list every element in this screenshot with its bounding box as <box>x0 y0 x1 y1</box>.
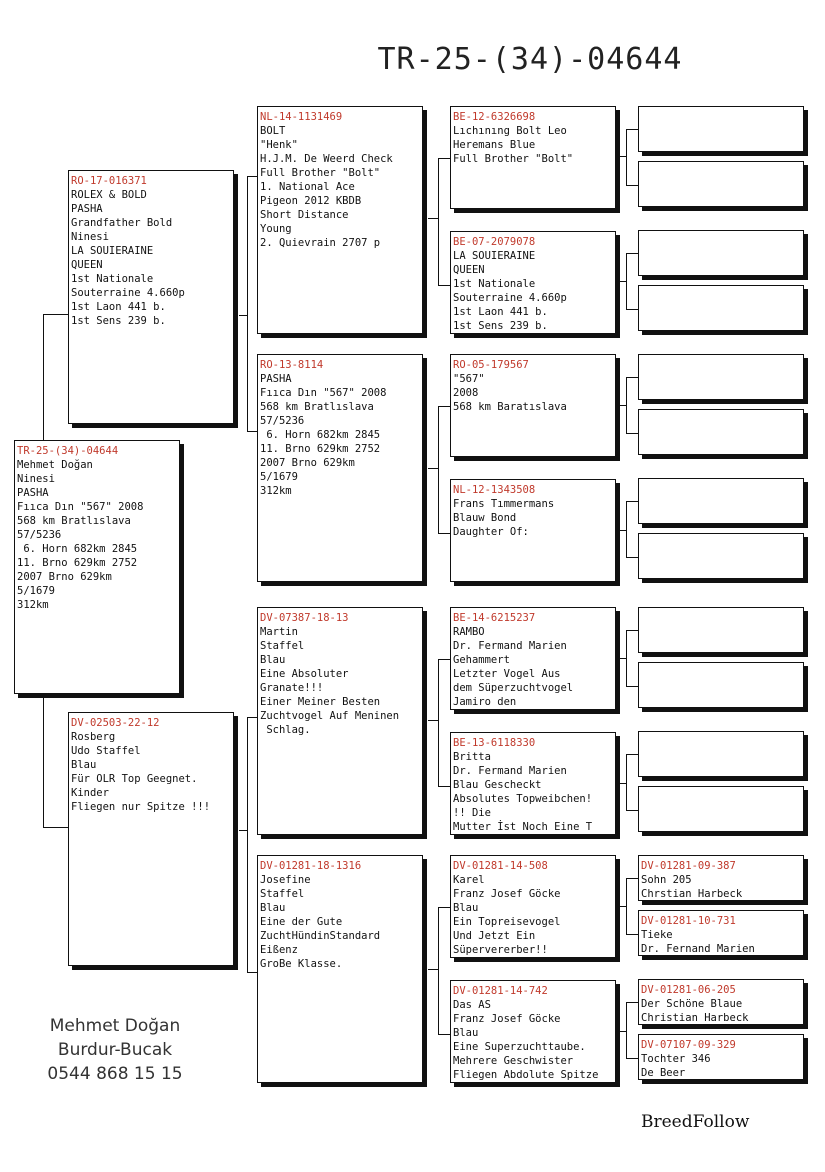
pigeon-info-line: 6. Horn 682km 2845 <box>17 543 138 555</box>
pedigree-connector <box>43 827 68 828</box>
ring-number: DV-01281-14-508 <box>453 860 548 872</box>
pigeon-info-line: Tieke <box>641 929 673 941</box>
pedigree-connector <box>626 129 639 186</box>
pigeon-card-sss[interactable] <box>450 106 616 209</box>
pigeon-info-line: Tochter 346 <box>641 1053 711 1065</box>
pigeon-info-line: Ninesi <box>17 473 55 485</box>
pigeon-info-line: 57/5236 <box>17 529 62 541</box>
ring-number: DV-07387-18-13 <box>260 612 349 624</box>
pedigree-connector <box>239 315 247 316</box>
pigeon-info-line: QUEEN <box>71 259 103 271</box>
pigeon-info-line: 568 km Bratlıslava <box>17 515 131 527</box>
pigeon-info-line: Mehrere Geschwister <box>453 1055 574 1067</box>
pigeon-info-line: Staffel <box>260 888 305 900</box>
pigeon-card-empty[interactable] <box>638 409 804 455</box>
pigeon-card-ssd[interactable] <box>450 231 616 334</box>
pigeon-info-line: Dr. Fermand Marien <box>453 640 567 652</box>
pigeon-info-line: LA SOUIERAINE <box>71 245 154 257</box>
pigeon-card-ddsd[interactable] <box>638 910 804 956</box>
pigeon-info-line: 2007 Brno 629km <box>17 571 112 583</box>
pigeon-info-line: Short Distance <box>260 209 349 221</box>
pigeon-card-dam-dam[interactable] <box>257 855 423 1083</box>
pigeon-card-dam-sire[interactable] <box>257 607 423 835</box>
pigeon-info-line: BOLT <box>260 125 286 137</box>
pigeon-info-line: 2007 Brno 629km <box>260 457 355 469</box>
pedigree-connector <box>626 377 639 434</box>
pigeon-info-line: Blau Gescheckt <box>453 779 542 791</box>
pigeon-info-line: 1st Nationale <box>71 273 154 285</box>
pedigree-connector <box>43 695 44 827</box>
ring-number: BE-07-2079078 <box>453 236 536 248</box>
pigeon-info-line: Fııca Dın "567" 2008 <box>260 387 387 399</box>
pigeon-info-line: Fııca Dın "567" 2008 <box>17 501 144 513</box>
owner-name: Mehmet Doğan <box>49 1016 181 1036</box>
pigeon-info-line: Martin <box>260 626 298 638</box>
pigeon-info-line: "Henk" <box>260 139 298 151</box>
pigeon-info-line: RAMBO <box>453 626 485 638</box>
pigeon-info-line: Mehmet Doğan <box>17 459 93 471</box>
pigeon-info-line: Heremans Blue <box>453 139 536 151</box>
pedigree-connector <box>626 501 639 558</box>
pigeon-info-line: dem Süperzuchtvogel <box>453 682 574 694</box>
pigeon-info-line: 2008 <box>453 387 479 399</box>
pigeon-info-line: Blau <box>260 902 286 914</box>
pigeon-info-line: Blau <box>453 1027 479 1039</box>
pigeon-card-dds[interactable] <box>450 855 616 958</box>
pigeon-info-line: Souterraine 4.660p <box>71 287 185 299</box>
pedigree-connector <box>626 1002 639 1059</box>
pigeon-info-line: Full Brother "Bolt" <box>453 153 574 165</box>
pedigree-connector <box>43 314 44 440</box>
ring-number: NL-12-1343508 <box>453 484 536 496</box>
pigeon-info-line: Udo Staffel <box>71 745 141 757</box>
pigeon-card-sds[interactable] <box>450 354 616 457</box>
pigeon-info-line: Ninesi <box>71 231 109 243</box>
pigeon-card-empty[interactable] <box>638 731 804 777</box>
pigeon-card-empty[interactable] <box>638 786 804 832</box>
pigeon-card-dss[interactable] <box>450 607 616 710</box>
pigeon-info-line: Blauw Bond <box>453 512 517 524</box>
pigeon-info-line: !! Die <box>453 807 491 819</box>
pigeon-card-empty[interactable] <box>638 607 804 653</box>
pigeon-info-line: PASHA <box>71 203 103 215</box>
pigeon-info-line: Fliegen nur Spitze !!! <box>71 801 211 813</box>
pigeon-info-line: 1. National Ace <box>260 181 355 193</box>
pigeon-info-line: Eißenz <box>260 944 298 956</box>
pigeon-info-line: GroBe Klasse. <box>260 958 343 970</box>
pigeon-info-line: Young <box>260 223 292 235</box>
pigeon-info-line: Franz Josef Göcke <box>453 888 561 900</box>
pedigree-connector <box>438 406 451 534</box>
pigeon-info-line: 1st Laon 441 b. <box>71 301 166 313</box>
ring-number: RO-17-016371 <box>71 175 147 187</box>
pigeon-card-ddds[interactable] <box>638 979 804 1025</box>
pigeon-info-line: QUEEN <box>453 264 485 276</box>
pigeon-info-line: Lıchınıng Bolt Leo <box>453 125 567 137</box>
pigeon-info-line: Für OLR Top Geegnet. <box>71 773 198 785</box>
pigeon-info-line: 1st Sens 239 b. <box>453 320 548 332</box>
ring-number: NL-14-1131469 <box>260 111 343 123</box>
pigeon-info-line: 6. Horn 682km 2845 <box>260 429 381 441</box>
pigeon-card-empty[interactable] <box>638 230 804 276</box>
pigeon-info-line: LA SOUIERAINE <box>453 250 536 262</box>
pigeon-info-line: "567" <box>453 373 485 385</box>
pigeon-info-line: Franz Josef Göcke <box>453 1013 561 1025</box>
pedigree-connector <box>239 830 247 831</box>
pigeon-info-line: Schlag. <box>260 724 311 736</box>
pigeon-card-sire-dam[interactable] <box>257 354 423 582</box>
pigeon-info-line: ZuchtHündinStandard <box>260 930 381 942</box>
pigeon-card-sire[interactable] <box>68 170 234 424</box>
pigeon-info-line: Süpervererber!! <box>453 944 548 956</box>
pedigree-connector <box>438 659 451 787</box>
pigeon-info-line: Britta <box>453 751 491 763</box>
pigeon-card-empty[interactable] <box>638 662 804 708</box>
pigeon-card-dam[interactable] <box>68 712 234 966</box>
pigeon-info-line: Eine Absoluter <box>260 668 349 680</box>
pigeon-info-line: 312km <box>17 599 49 611</box>
pigeon-info-line: Granate!!! <box>260 682 324 694</box>
pigeon-card-sdd[interactable] <box>450 479 616 582</box>
pigeon-info-line: Staffel <box>260 640 305 652</box>
pigeon-info-line: Dr. Fermand Marien <box>453 765 567 777</box>
owner-location: Burdur-Bucak <box>57 1040 173 1060</box>
pigeon-card-dddd[interactable] <box>638 1034 804 1080</box>
pigeon-card-empty[interactable] <box>638 106 804 152</box>
pigeon-info-line: Eine der Gute <box>260 916 343 928</box>
pigeon-info-line: Blau <box>71 759 97 771</box>
pigeon-info-line: Dr. Fernand Marien <box>641 943 755 955</box>
pedigree-connector <box>428 969 438 970</box>
pedigree-connector <box>428 218 438 219</box>
pedigree-connector <box>428 468 438 469</box>
ring-number: RO-13-8114 <box>260 359 324 371</box>
pedigree-connector <box>438 158 451 286</box>
pedigree-connector <box>626 878 639 935</box>
pigeon-info-line: Blau <box>453 902 479 914</box>
pigeon-info-line: Josefine <box>260 874 311 886</box>
pigeon-info-line: Das AS <box>453 999 491 1011</box>
pigeon-info-line: De Beer <box>641 1067 686 1079</box>
pigeon-info-line: 2. Quievrain 2707 p <box>260 237 381 249</box>
ring-number: RO-05-179567 <box>453 359 529 371</box>
owner-info <box>40 1014 190 1086</box>
pedigree-connector <box>626 630 639 687</box>
ring-number: BE-12-6326698 <box>453 111 536 123</box>
ring-number: DV-01281-18-1316 <box>260 860 362 872</box>
pigeon-info-line: Fliegen Abdolute Spitze <box>453 1069 599 1081</box>
pedigree-connector <box>247 717 258 973</box>
ring-number: DV-07107-09-329 <box>641 1039 736 1051</box>
pigeon-info-line: Kinder <box>71 787 109 799</box>
pedigree-connector <box>438 907 451 1035</box>
pigeon-info-line: Mutter İst Noch Eine T <box>453 821 593 833</box>
brand-logo-text: BreedFollow <box>641 1112 750 1132</box>
ring-number: TR-25-(34)-04644 <box>17 445 119 457</box>
pigeon-info-line: Einer Meiner Besten <box>260 696 381 708</box>
pigeon-info-line: PASHA <box>260 373 292 385</box>
pigeon-info-line: 312km <box>260 485 292 497</box>
pigeon-info-line: 1st Nationale <box>453 278 536 290</box>
pigeon-info-line: 568 km Bratlıslava <box>260 401 374 413</box>
pedigree-connector <box>247 176 258 432</box>
ring-number: DV-01281-06-205 <box>641 984 736 996</box>
pigeon-info-line: Absolutes Topweibchen! <box>453 793 593 805</box>
pigeon-info-line: Grandfather Bold <box>71 217 173 229</box>
pigeon-info-line: Pigeon 2012 KBDB <box>260 195 362 207</box>
pigeon-info-line: 57/5236 <box>260 415 305 427</box>
pigeon-info-line: Gehammert <box>453 654 510 666</box>
pigeon-card-empty[interactable] <box>638 354 804 400</box>
pigeon-card-subject[interactable] <box>14 440 180 694</box>
pigeon-info-line: 5/1679 <box>260 471 298 483</box>
pedigree-connector <box>626 754 639 811</box>
pigeon-info-line: 11. Brno 629km 2752 <box>17 557 138 569</box>
pigeon-info-line: Souterraine 4.660p <box>453 292 567 304</box>
ring-number: BE-13-6118330 <box>453 737 536 749</box>
pigeon-info-line: Karel <box>453 874 485 886</box>
pedigree-connector <box>43 314 68 315</box>
pigeon-info-line: 568 km Baratıslava <box>453 401 567 413</box>
pigeon-info-line: PASHA <box>17 487 49 499</box>
pigeon-info-line: Full Brother "Bolt" <box>260 167 381 179</box>
pigeon-info-line: Sohn 205 <box>641 874 692 886</box>
pigeon-info-line: 1st Laon 441 b. <box>453 306 548 318</box>
pigeon-card-empty[interactable] <box>638 285 804 331</box>
pedigree-title: TR-25-(34)-04644 <box>377 42 683 77</box>
pigeon-card-sire-sire[interactable] <box>257 106 423 334</box>
pigeon-card-dsd[interactable] <box>450 732 616 835</box>
pigeon-info-line: Frans Tımmermans <box>453 498 555 510</box>
pigeon-info-line: 11. Brno 629km 2752 <box>260 443 381 455</box>
pigeon-info-line: 5/1679 <box>17 585 55 597</box>
pigeon-info-line: ROLEX & BOLD <box>71 189 147 201</box>
pigeon-info-line: Jamiro den <box>453 696 517 708</box>
pedigree-connector <box>626 253 639 310</box>
pigeon-info-line: Christian Harbeck <box>641 1012 749 1024</box>
ring-number: DV-01281-14-742 <box>453 985 548 997</box>
pigeon-card-empty[interactable] <box>638 533 804 579</box>
ring-number: DV-02503-22-12 <box>71 717 160 729</box>
pigeon-info-line: Und Jetzt Ein <box>453 930 536 942</box>
pigeon-info-line: Der Schöne Blaue <box>641 998 743 1010</box>
pigeon-info-line: Daughter Of: <box>453 526 529 538</box>
pigeon-info-line: Rosberg <box>71 731 116 743</box>
pigeon-card-empty[interactable] <box>638 161 804 207</box>
pigeon-card-empty[interactable] <box>638 478 804 524</box>
pigeon-info-line: Letzter Vogel Aus <box>453 668 561 680</box>
pigeon-card-ddss[interactable] <box>638 855 804 901</box>
ring-number: DV-01281-09-387 <box>641 860 736 872</box>
pigeon-info-line: Ein Topreisevogel <box>453 916 561 928</box>
pigeon-info-line: Chrstian Harbeck <box>641 888 743 900</box>
ring-number: DV-01281-10-731 <box>641 915 736 927</box>
pedigree-connector <box>428 720 438 721</box>
pigeon-info-line: Blau <box>260 654 286 666</box>
pigeon-info-line: Eine Superzuchttaube. <box>453 1041 586 1053</box>
pigeon-info-line: H.J.M. De Weerd Check <box>260 153 393 165</box>
pigeon-card-ddd[interactable] <box>450 980 616 1083</box>
pigeon-info-line: Zuchtvogel Auf Meninen <box>260 710 400 722</box>
pigeon-info-line: 1st Sens 239 b. <box>71 315 166 327</box>
ring-number: BE-14-6215237 <box>453 612 536 624</box>
owner-phone: 0544 868 15 15 <box>47 1064 183 1084</box>
